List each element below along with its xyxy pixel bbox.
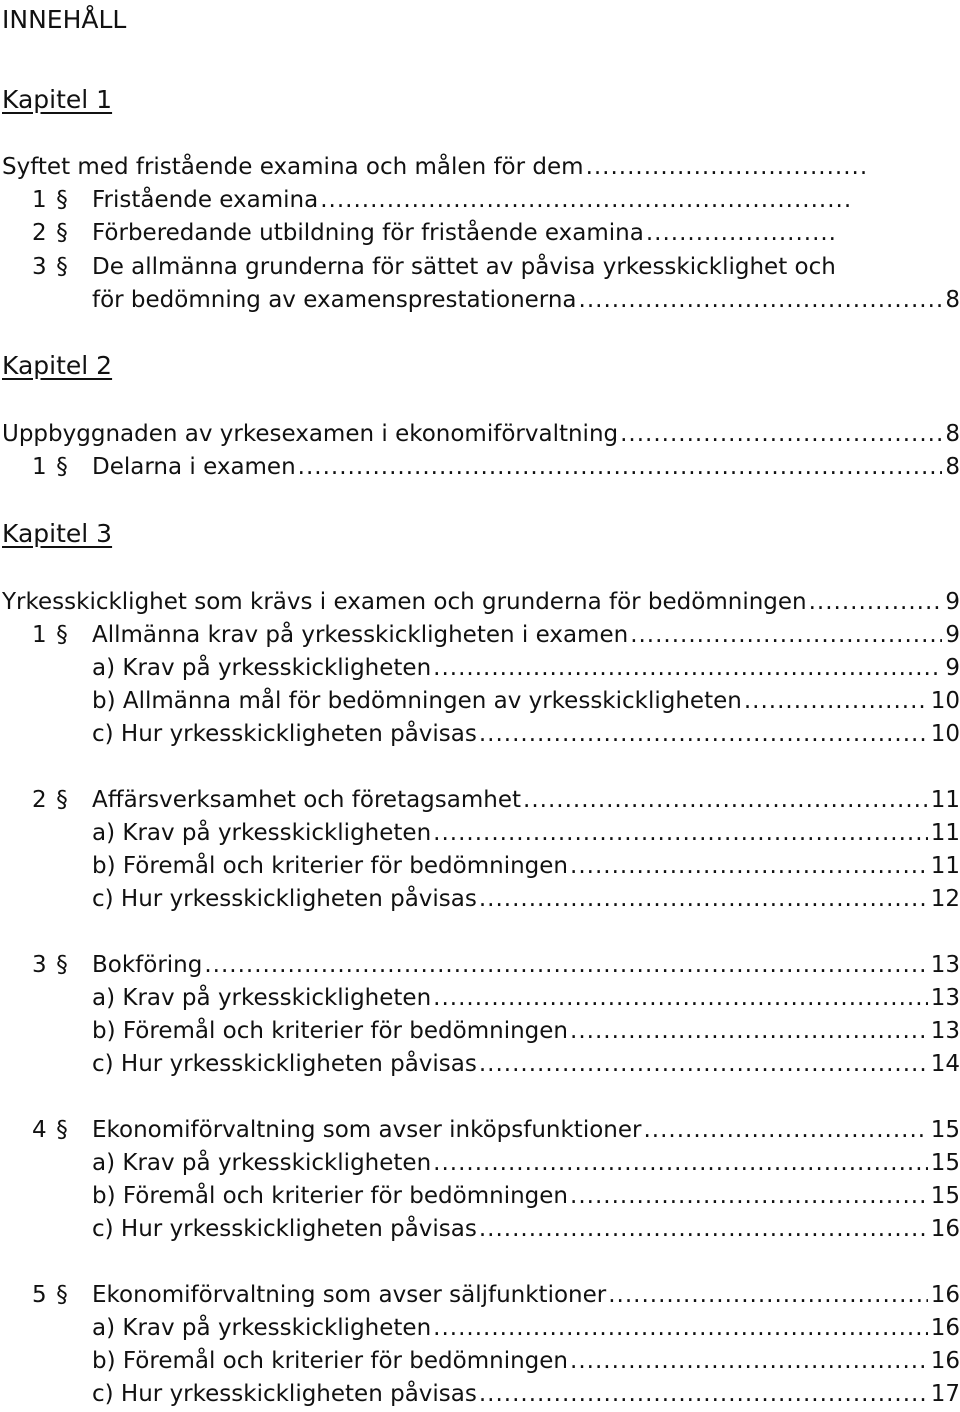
section-sign: § <box>56 622 68 648</box>
section-number: 1 <box>32 622 47 648</box>
toc-entry-page: 13 <box>930 1018 960 1044</box>
toc-entry[interactable] <box>0 1279 960 1312</box>
toc-entry-text: c) Hur yrkesskickligheten påvisas <box>92 721 477 747</box>
section-number: 1 <box>32 454 47 480</box>
section-number: 5 <box>32 1282 47 1308</box>
section-sign: § <box>56 220 68 246</box>
toc-entry-page: 9 <box>945 655 960 681</box>
leader-dots <box>586 151 868 184</box>
toc-entry-text: a) Krav på yrkesskickligheten <box>92 985 432 1011</box>
toc-entry[interactable] <box>0 418 960 451</box>
section-sign: § <box>56 787 68 813</box>
leader-dots <box>433 982 928 1015</box>
toc-entry-text: Bokföring <box>92 952 203 978</box>
leader-dots <box>608 1279 928 1312</box>
toc-entry[interactable] <box>0 251 960 284</box>
leader-dots <box>479 1213 928 1246</box>
toc-entry-text: Syftet med fristående examina och målen för dem <box>2 154 584 180</box>
toc-entry[interactable] <box>0 1015 960 1048</box>
leader-dots <box>433 1312 928 1345</box>
toc-entry-page: 15 <box>930 1117 960 1143</box>
leader-dots <box>433 652 942 685</box>
toc-entry[interactable] <box>0 184 960 217</box>
toc-entry-page: 17 <box>930 1381 960 1407</box>
toc-entry-text: Fristående examina <box>92 187 319 213</box>
leader-dots <box>809 586 943 619</box>
toc-entry-text: b) Föremål och kriterier för bedömningen <box>92 1018 569 1044</box>
toc-entry-page: 13 <box>930 985 960 1011</box>
toc-entry-text: för bedömning av examensprestationerna <box>92 287 577 313</box>
chapter-heading[interactable]: Kapitel 3 <box>2 519 113 548</box>
toc-entry[interactable] <box>0 949 960 982</box>
toc-entry[interactable] <box>0 883 960 916</box>
toc-entry-page: 8 <box>945 454 960 480</box>
toc-entry-text: c) Hur yrkesskickligheten påvisas <box>92 1216 477 1242</box>
toc-entry-text: a) Krav på yrkesskickligheten <box>92 655 432 681</box>
leader-dots <box>630 619 942 652</box>
toc-entry-page: 16 <box>930 1216 960 1242</box>
toc-entry-text: Ekonomiförvaltning som avser säljfunktioner <box>92 1282 607 1308</box>
toc-entry[interactable] <box>0 619 960 652</box>
toc-entry-text: b) Föremål och kriterier för bedömningen <box>92 853 569 879</box>
section-sign: § <box>56 1117 68 1143</box>
toc-entry-page: 9 <box>945 589 960 615</box>
toc-entry-text: De allmänna grunderna för sättet av påvisa yrkesskicklighet och <box>92 254 836 280</box>
section-number: 4 <box>32 1117 47 1143</box>
leader-dots <box>523 784 928 817</box>
toc-entry[interactable] <box>0 1147 960 1180</box>
section-number: 2 <box>32 220 47 246</box>
leader-dots <box>570 850 928 883</box>
toc-entry[interactable] <box>0 718 960 751</box>
toc-entry[interactable] <box>0 451 960 484</box>
leader-dots <box>744 685 928 718</box>
toc-entry-text: a) Krav på yrkesskickligheten <box>92 1315 432 1341</box>
toc-entry[interactable] <box>0 1114 960 1147</box>
toc-entry-page: 10 <box>930 688 960 714</box>
toc-entry-text: b) Föremål och kriterier för bedömningen <box>92 1348 569 1374</box>
section-sign: § <box>56 187 68 213</box>
leader-dots <box>204 949 927 982</box>
toc-entry-page: 13 <box>930 952 960 978</box>
toc-entry-page: 8 <box>945 421 960 447</box>
toc-entry[interactable] <box>0 652 960 685</box>
toc-entry-text: Affärsverksamhet och företagsamhet <box>92 787 522 813</box>
toc-entry-text: Uppbyggnaden av yrkesexamen i ekonomiförvaltning <box>2 421 619 447</box>
leader-dots <box>643 1114 927 1147</box>
section-number: 3 <box>32 952 47 978</box>
toc-entry-text: Delarna i examen <box>92 454 296 480</box>
section-number: 1 <box>32 187 47 213</box>
toc-entry-text: a) Krav på yrkesskickligheten <box>92 1150 432 1176</box>
toc-entry[interactable] <box>0 217 960 250</box>
toc-entry-page: 16 <box>930 1348 960 1374</box>
leader-dots <box>570 1180 928 1213</box>
leader-dots <box>433 1147 928 1180</box>
section-number: 3 <box>32 254 47 280</box>
toc-entry-text: Yrkesskicklighet som krävs i examen och grunderna för bedömningen <box>2 589 807 615</box>
toc-entry[interactable] <box>0 1345 960 1378</box>
toc-entry-page: 11 <box>930 853 960 879</box>
toc-entry[interactable] <box>0 151 960 184</box>
section-number: 2 <box>32 787 47 813</box>
toc-entry-page: 14 <box>930 1051 960 1077</box>
toc-entry[interactable] <box>0 784 960 817</box>
chapter-heading[interactable]: Kapitel 1 <box>2 85 113 114</box>
leader-dots <box>479 883 928 916</box>
section-sign: § <box>56 1282 68 1308</box>
leader-dots <box>570 1345 928 1378</box>
leader-dots <box>298 451 943 484</box>
toc-entry[interactable] <box>0 1180 960 1213</box>
leader-dots <box>320 184 850 217</box>
toc-entry-page: 10 <box>930 721 960 747</box>
toc-entry-page: 11 <box>930 820 960 846</box>
toc-entry-page: 15 <box>930 1183 960 1209</box>
leader-dots <box>479 1378 928 1411</box>
toc-entry[interactable] <box>0 685 960 718</box>
leader-dots <box>433 817 928 850</box>
toc-entry-page: 16 <box>930 1282 960 1308</box>
toc-entry[interactable] <box>0 817 960 850</box>
section-sign: § <box>56 454 68 480</box>
toc-entry-page: 8 <box>945 287 960 313</box>
toc-entry-page: 11 <box>930 787 960 813</box>
toc-entry-text: c) Hur yrkesskickligheten påvisas <box>92 1381 477 1407</box>
toc-entry-page: 16 <box>930 1315 960 1341</box>
section-sign: § <box>56 254 68 280</box>
toc-entry-text: Förberedande utbildning för fristående examina <box>92 220 644 246</box>
leader-dots <box>620 418 942 451</box>
toc-entry-text: Allmänna krav på yrkesskickligheten i examen <box>92 622 629 648</box>
toc-entry-page: 15 <box>930 1150 960 1176</box>
toc-entry-page: 12 <box>930 886 960 912</box>
leader-dots <box>570 1015 928 1048</box>
toc-entry[interactable] <box>0 982 960 1015</box>
leader-dots <box>479 1048 928 1081</box>
leader-dots <box>579 284 943 317</box>
section-sign: § <box>56 952 68 978</box>
toc-entry-text: a) Krav på yrkesskickligheten <box>92 820 432 846</box>
chapter-heading[interactable]: Kapitel 2 <box>2 351 113 380</box>
toc-entry-page: 9 <box>945 622 960 648</box>
leader-dots <box>646 217 836 250</box>
toc-entry[interactable] <box>0 284 960 317</box>
toc-entry[interactable] <box>0 1378 960 1411</box>
toc-entry-text: b) Föremål och kriterier för bedömningen <box>92 1183 569 1209</box>
toc-entry[interactable] <box>0 586 960 619</box>
leader-dots <box>479 718 928 751</box>
toc-entry[interactable] <box>0 1312 960 1345</box>
toc-entry-text: c) Hur yrkesskickligheten påvisas <box>92 886 477 912</box>
toc-entry[interactable] <box>0 1213 960 1246</box>
toc-entry-text: Ekonomiförvaltning som avser inköpsfunktioner <box>92 1117 642 1143</box>
toc-entry[interactable] <box>0 850 960 883</box>
page-title: INNEHÅLL <box>2 5 127 34</box>
toc-entry-text: c) Hur yrkesskickligheten påvisas <box>92 1051 477 1077</box>
toc-entry[interactable] <box>0 1048 960 1081</box>
toc-entry-text: b) Allmänna mål för bedömningen av yrkesskickligheten <box>92 688 742 714</box>
